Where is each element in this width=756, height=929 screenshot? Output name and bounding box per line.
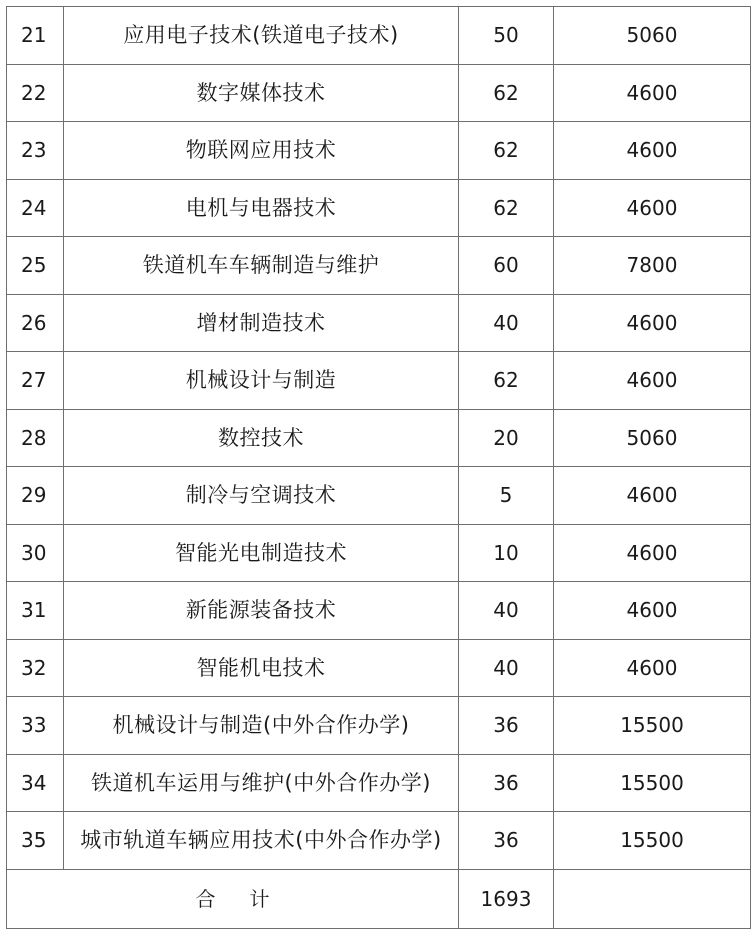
total-fee-cell <box>554 869 751 928</box>
major-name-cell: 增材制造技术 <box>64 294 459 352</box>
row-number-cell: 32 <box>7 639 64 697</box>
table-row <box>7 582 751 640</box>
major-name-cell: 智能机电技术 <box>64 639 459 697</box>
enrollment-table-container <box>6 6 750 929</box>
tuition-fee-cell: 7800 <box>554 237 751 295</box>
enrollment-plan-cell: 50 <box>459 7 554 65</box>
table-row <box>7 294 751 352</box>
major-name-cell: 铁道机车车辆制造与维护 <box>64 237 459 295</box>
total-label-part2: 计 <box>249 886 270 911</box>
table-row <box>7 7 751 65</box>
row-number-cell: 25 <box>7 237 64 295</box>
table-row <box>7 409 751 467</box>
enrollment-plan-cell: 20 <box>459 409 554 467</box>
tuition-fee-cell: 4600 <box>554 352 751 410</box>
table-row <box>7 812 751 870</box>
total-label-cell <box>7 869 459 928</box>
major-name-cell: 机械设计与制造 <box>64 352 459 410</box>
enrollment-plan-cell: 10 <box>459 524 554 582</box>
row-number-cell: 28 <box>7 409 64 467</box>
tuition-fee-cell: 5060 <box>554 7 751 65</box>
major-name-cell: 制冷与空调技术 <box>64 467 459 525</box>
major-name-cell: 机械设计与制造(中外合作办学) <box>64 697 459 755</box>
row-number-cell: 29 <box>7 467 64 525</box>
table-row <box>7 237 751 295</box>
tuition-fee-cell: 4600 <box>554 122 751 180</box>
enrollment-table <box>6 6 751 929</box>
row-number-cell: 26 <box>7 294 64 352</box>
table-row <box>7 352 751 410</box>
table-body <box>7 7 751 929</box>
table-row <box>7 697 751 755</box>
tuition-fee-cell: 4600 <box>554 294 751 352</box>
table-row <box>7 754 751 812</box>
row-number-cell: 23 <box>7 122 64 180</box>
tuition-fee-cell: 15500 <box>554 697 751 755</box>
row-number-cell: 31 <box>7 582 64 640</box>
major-name-cell: 应用电子技术(铁道电子技术) <box>64 7 459 65</box>
row-number-cell: 21 <box>7 7 64 65</box>
major-name-cell: 智能光电制造技术 <box>64 524 459 582</box>
row-number-cell: 24 <box>7 179 64 237</box>
major-name-cell: 城市轨道车辆应用技术(中外合作办学) <box>64 812 459 870</box>
total-plan-cell: 1693 <box>459 869 554 928</box>
enrollment-plan-cell: 36 <box>459 812 554 870</box>
table-row <box>7 639 751 697</box>
tuition-fee-cell: 5060 <box>554 409 751 467</box>
tuition-fee-cell: 4600 <box>554 582 751 640</box>
table-row <box>7 64 751 122</box>
table-row <box>7 467 751 525</box>
enrollment-plan-cell: 5 <box>459 467 554 525</box>
row-number-cell: 34 <box>7 754 64 812</box>
major-name-cell: 数字媒体技术 <box>64 64 459 122</box>
enrollment-plan-cell: 62 <box>459 122 554 180</box>
major-name-cell: 物联网应用技术 <box>64 122 459 180</box>
table-row <box>7 179 751 237</box>
tuition-fee-cell: 4600 <box>554 179 751 237</box>
total-label-part1: 合 <box>195 886 216 911</box>
enrollment-plan-cell: 62 <box>459 179 554 237</box>
enrollment-plan-cell: 62 <box>459 352 554 410</box>
tuition-fee-cell: 15500 <box>554 812 751 870</box>
enrollment-plan-cell: 60 <box>459 237 554 295</box>
tuition-fee-cell: 4600 <box>554 639 751 697</box>
major-name-cell: 铁道机车运用与维护(中外合作办学) <box>64 754 459 812</box>
row-number-cell: 33 <box>7 697 64 755</box>
tuition-fee-cell: 4600 <box>554 524 751 582</box>
enrollment-plan-cell: 40 <box>459 639 554 697</box>
enrollment-plan-cell: 40 <box>459 582 554 640</box>
major-name-cell: 数控技术 <box>64 409 459 467</box>
total-row <box>7 869 751 928</box>
row-number-cell: 35 <box>7 812 64 870</box>
tuition-fee-cell: 4600 <box>554 64 751 122</box>
row-number-cell: 22 <box>7 64 64 122</box>
tuition-fee-cell: 4600 <box>554 467 751 525</box>
enrollment-plan-cell: 36 <box>459 697 554 755</box>
enrollment-plan-cell: 62 <box>459 64 554 122</box>
enrollment-plan-cell: 40 <box>459 294 554 352</box>
enrollment-plan-cell: 36 <box>459 754 554 812</box>
major-name-cell: 电机与电器技术 <box>64 179 459 237</box>
row-number-cell: 27 <box>7 352 64 410</box>
row-number-cell: 30 <box>7 524 64 582</box>
tuition-fee-cell: 15500 <box>554 754 751 812</box>
table-row <box>7 524 751 582</box>
table-row <box>7 122 751 180</box>
major-name-cell: 新能源装备技术 <box>64 582 459 640</box>
